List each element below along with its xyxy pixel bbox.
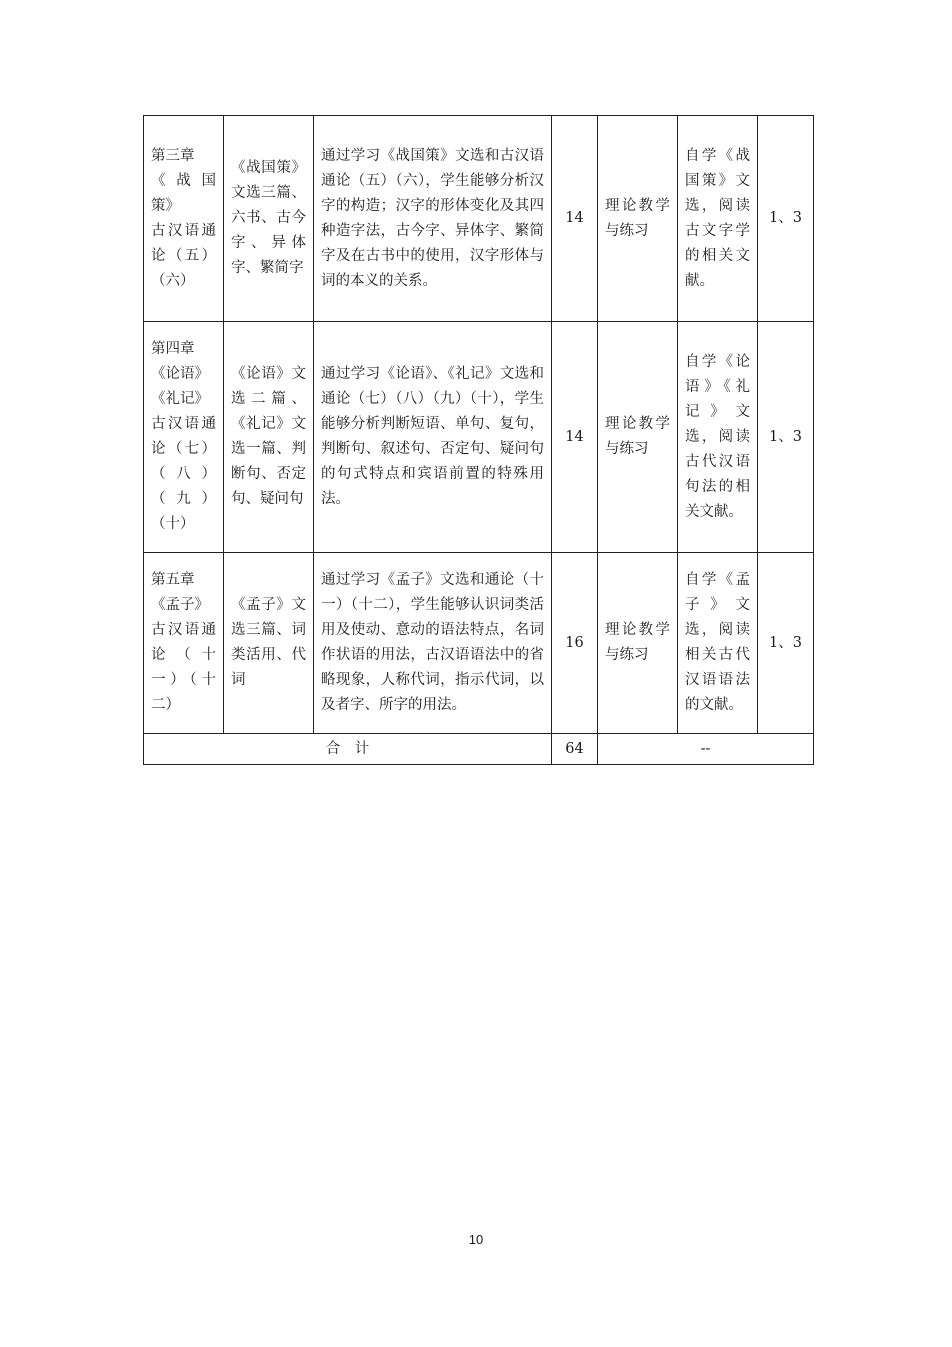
goal-cell: 通过学习《论语》、《礼记》文选和通论（七）（八）（九）（十），学生能够分析判断短语、单句、复句，判断句、叙述句、否定句、疑问句的句式特点和宾语前置的特殊用法。 bbox=[314, 322, 552, 553]
total-hours: 64 bbox=[552, 734, 598, 765]
table-row bbox=[144, 322, 814, 553]
page-number: 10 bbox=[468, 1232, 484, 1247]
total-rest: -- bbox=[598, 734, 814, 765]
syllabus-table bbox=[143, 115, 814, 765]
method-cell: 理论教学与练习 bbox=[598, 116, 678, 322]
chapter-cell: 第五章 《孟子》 古汉语通论（十一）（十二） bbox=[144, 553, 224, 734]
hours-cell: 14 bbox=[552, 116, 598, 322]
chapter-cell: 第四章 《论语》 《礼记》 古汉语通论（七）（八）（九）（十） bbox=[144, 322, 224, 553]
content-cell: 《论语》文选二篇、《礼记》文选一篇、判断句、否定句、疑问句 bbox=[224, 322, 314, 553]
self-study-cell: 自学《战国策》文选，阅读古文字学的相关文献。 bbox=[678, 116, 758, 322]
total-label: 合 计 bbox=[144, 734, 552, 765]
content-cell: 《孟子》文选三篇、词类活用、代词 bbox=[224, 553, 314, 734]
ref-cell: 1、3 bbox=[758, 553, 814, 734]
hours-cell: 14 bbox=[552, 322, 598, 553]
method-cell: 理论教学与练习 bbox=[598, 322, 678, 553]
table-row bbox=[144, 116, 814, 322]
chapter-cell: 第三章 《战国策》 古汉语通论（五）（六） bbox=[144, 116, 224, 322]
content-cell: 《战国策》文选三篇、六书、古今字、异体字、繁简字 bbox=[224, 116, 314, 322]
ref-cell: 1、3 bbox=[758, 116, 814, 322]
total-row bbox=[144, 734, 814, 765]
goal-cell: 通过学习《战国策》文选和古汉语通论（五）（六），学生能够分析汉字的构造；汉字的形体变化及其四种造字法，古今字、异体字、繁简字及在古书中的使用，汉字形体与词的本义的关系。 bbox=[314, 116, 552, 322]
self-study-cell: 自学《论语》《礼记》文选，阅读古代汉语句法的相关文献。 bbox=[678, 322, 758, 553]
goal-cell: 通过学习《孟子》文选和通论（十一）（十二），学生能够认识词类活用及使动、意动的语法特点，名词作状语的用法，古汉语语法中的省略现象，人称代词，指示代词，以及者字、所字的用法。 bbox=[314, 553, 552, 734]
hours-cell: 16 bbox=[552, 553, 598, 734]
self-study-cell: 自学《孟子》文选，阅读相关古代汉语语法的文献。 bbox=[678, 553, 758, 734]
ref-cell: 1、3 bbox=[758, 322, 814, 553]
table-row bbox=[144, 553, 814, 734]
method-cell: 理论教学与练习 bbox=[598, 553, 678, 734]
